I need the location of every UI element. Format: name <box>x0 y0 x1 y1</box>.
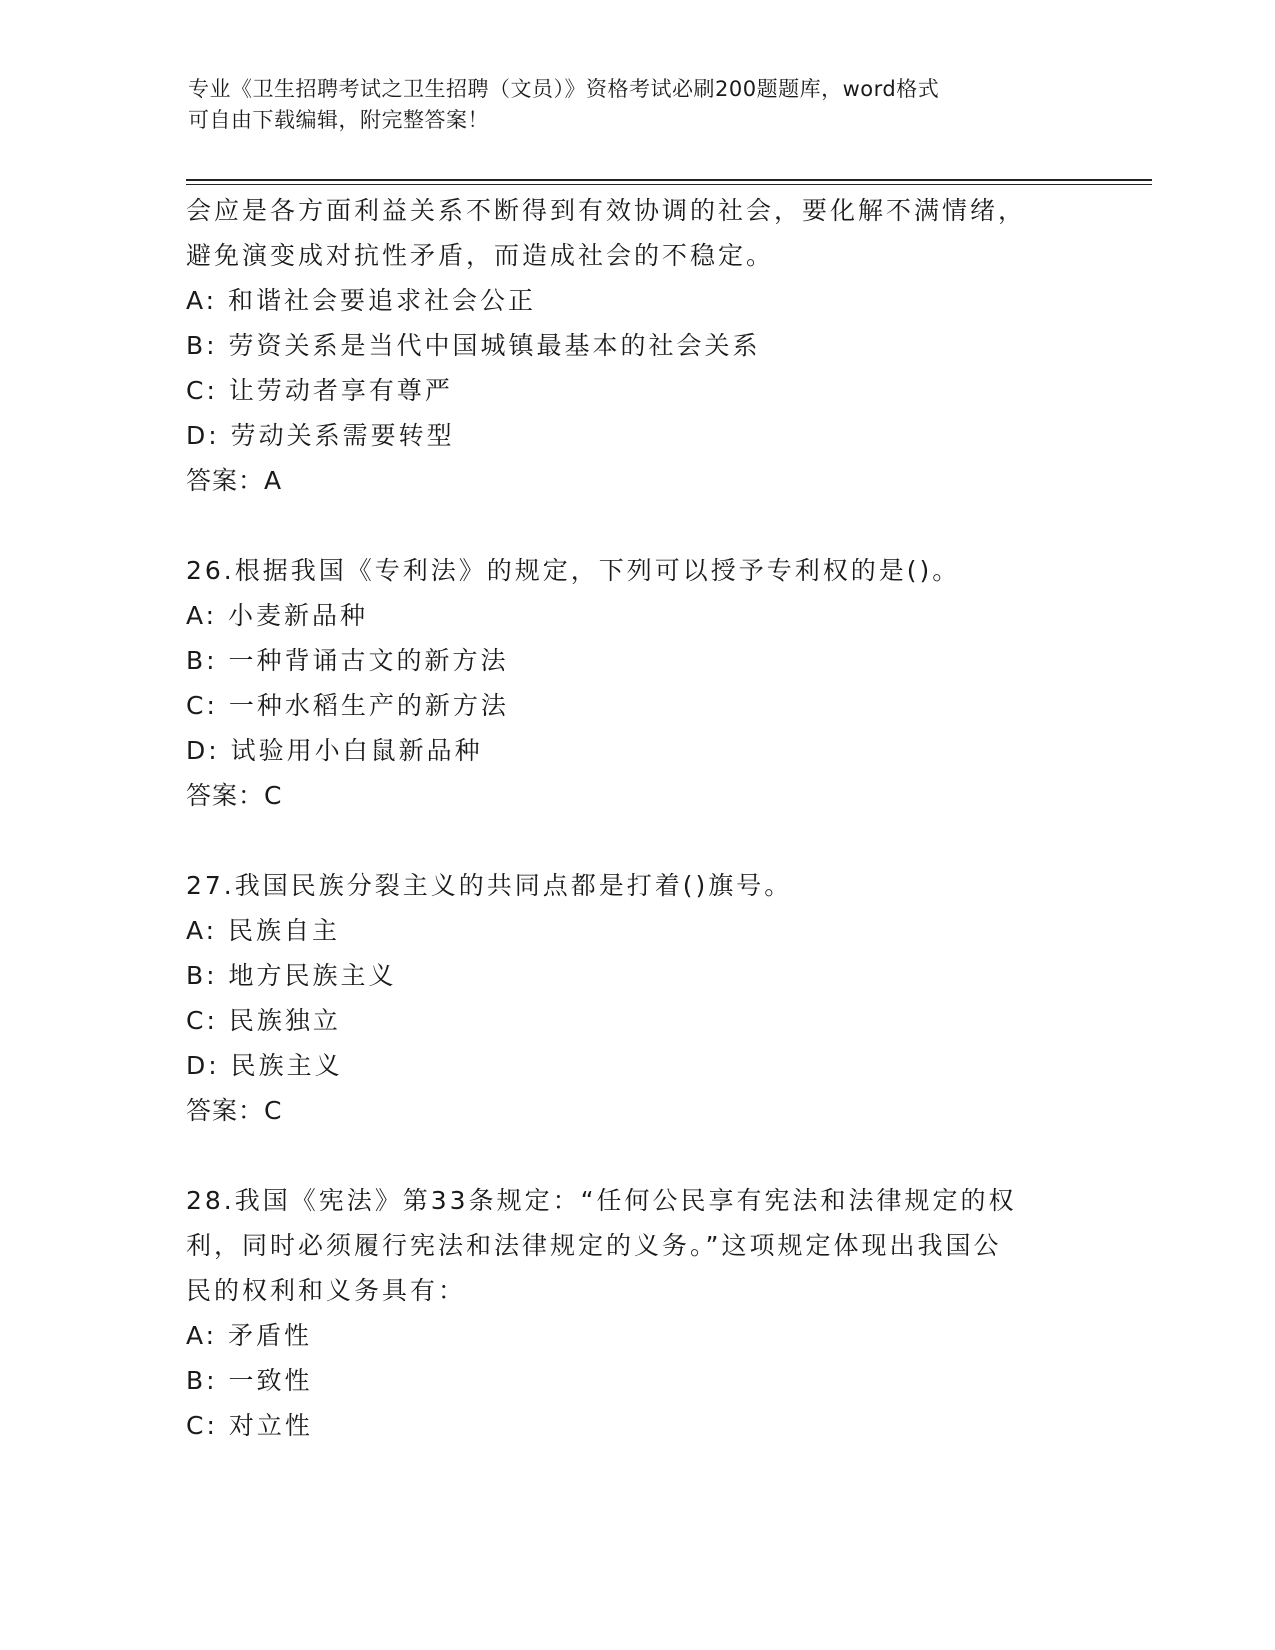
question-text-line: 28.我国《宪法》第33条规定：“任何公民享有宪法和法律规定的权 <box>186 1186 1017 1215</box>
question-text-line: 26.根据我国《专利法》的规定，下列可以授予专利权的是()。 <box>186 556 961 585</box>
question-list <box>186 188 1086 1448</box>
spacer <box>186 503 1086 548</box>
answer-line: 答案：A <box>186 466 283 495</box>
question-text-line: 民的权利和义务具有： <box>186 1276 467 1305</box>
option-d: D: 劳动关系需要转型 <box>186 421 455 450</box>
question-text-line: 利，同时必须履行宪法和法律规定的义务。”这项规定体现出我国公 <box>186 1231 1002 1260</box>
header-line-2: 可自由下载编辑，附完整答案！ <box>188 108 489 132</box>
option-b: B: 一致性 <box>186 1366 313 1395</box>
option-a: A: 小麦新品种 <box>186 601 369 630</box>
spacer <box>186 1133 1086 1178</box>
option-a: A: 民族自主 <box>186 916 341 945</box>
header-rule-thick <box>186 179 1152 181</box>
option-c: C: 民族独立 <box>186 1006 341 1035</box>
question-text-line: 会应是各方面利益关系不断得到有效协调的社会，要化解不满情绪， <box>186 196 1027 225</box>
spacer <box>186 818 1086 863</box>
answer-line: 答案：C <box>186 1096 283 1125</box>
option-b: B: 地方民族主义 <box>186 961 397 990</box>
question-25-continued <box>186 188 1086 503</box>
option-c: C: 让劳动者享有尊严 <box>186 376 453 405</box>
question-26 <box>186 548 1086 818</box>
option-a: A: 和谐社会要追求社会公正 <box>186 286 537 315</box>
header-rule-thin <box>186 184 1152 185</box>
question-27 <box>186 863 1086 1133</box>
option-b: B: 劳资关系是当代中国城镇最基本的社会关系 <box>186 331 761 360</box>
option-d: D: 试验用小白鼠新品种 <box>186 736 483 765</box>
question-28 <box>186 1178 1086 1448</box>
question-text-line: 27.我国民族分裂主义的共同点都是打着()旗号。 <box>186 871 793 900</box>
header-line-1: 专业《卫生招聘考试之卫生招聘（文员）》资格考试必刷200题题库，word格式 <box>188 77 940 101</box>
option-c: C: 对立性 <box>186 1411 313 1440</box>
option-b: B: 一种背诵古文的新方法 <box>186 646 509 675</box>
option-a: A: 矛盾性 <box>186 1321 313 1350</box>
page-header <box>188 74 1088 136</box>
question-text-line: 避免演变成对抗性矛盾，而造成社会的不稳定。 <box>186 241 775 270</box>
option-c: C: 一种水稻生产的新方法 <box>186 691 509 720</box>
option-d: D: 民族主义 <box>186 1051 343 1080</box>
answer-line: 答案：C <box>186 781 283 810</box>
